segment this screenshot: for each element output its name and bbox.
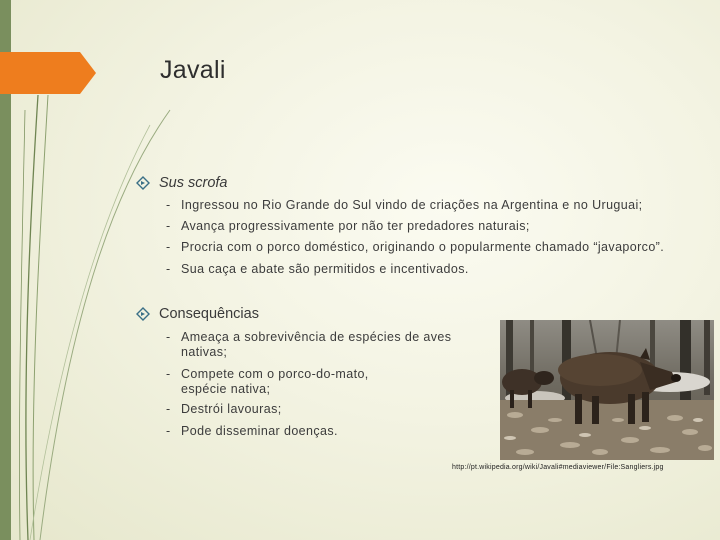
- section2-item-text: Pode disseminar doenças.: [181, 424, 338, 438]
- dash-bullet: -: [166, 198, 171, 212]
- section2-item-line: Ameaça a sobrevivência de espécies de aves: [181, 330, 452, 344]
- dash-bullet: -: [166, 402, 171, 416]
- section1-item-text: Procria com o porco doméstico, originando o popularmente chamado “javaporco”.: [181, 240, 665, 254]
- section1-heading: [136, 175, 228, 191]
- section2-item-line: nativas;: [181, 345, 228, 359]
- image-credit[interactable]: http://pt.wikipedia.org/wiki/Javali#mediaviewer/File:Sangliers.jpg: [452, 464, 664, 471]
- slide-title: Javali: [160, 56, 226, 84]
- section2-item-line: espécie nativa;: [181, 382, 271, 396]
- section2-item-text: Destrói lavouras;: [181, 402, 282, 416]
- dash-bullet: -: [166, 330, 171, 344]
- dash-bullet: -: [166, 240, 171, 254]
- dash-bullet: -: [166, 367, 171, 381]
- section1-item-text: Avança progressivamente por não ter predadores naturais;: [181, 219, 530, 233]
- diamond-arrow-bullet-icon: [136, 307, 150, 321]
- section1-item-text: Ingressou no Rio Grande do Sul vindo de criações na Argentina e no Uruguai;: [181, 198, 643, 212]
- title-accent-tab: [0, 52, 96, 94]
- diamond-arrow-bullet-icon: [136, 176, 150, 190]
- section2-item-line: Compete com o porco-do-mato,: [181, 367, 369, 381]
- dash-bullet: -: [166, 424, 171, 438]
- section2-item-text: [181, 367, 369, 397]
- wild-boar-photo: [500, 320, 714, 460]
- section1-heading-text: Sus scrofa: [159, 175, 228, 191]
- section2-item-text: [181, 330, 451, 360]
- section2-heading: [136, 306, 259, 322]
- dash-bullet: -: [166, 219, 171, 233]
- section2-heading-text: Consequências: [159, 306, 259, 322]
- section1-item-text: Sua caça e abate são permitidos e incentivados.: [181, 262, 469, 276]
- dash-bullet: -: [166, 262, 171, 276]
